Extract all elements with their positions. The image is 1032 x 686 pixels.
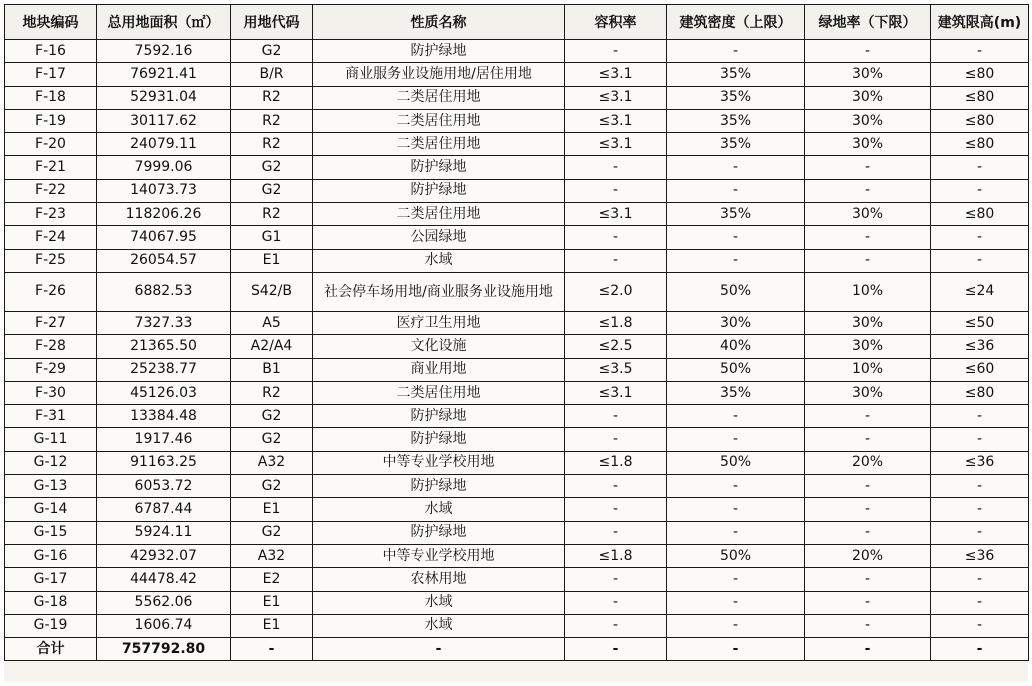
cell-land-code: B1 bbox=[231, 358, 313, 381]
cell-density: 35% bbox=[667, 381, 805, 404]
cell-parcel-code: F-25 bbox=[5, 249, 97, 272]
cell-height-limit: - bbox=[931, 614, 1029, 637]
cell-height-limit: ≤80 bbox=[931, 133, 1029, 156]
cell-parcel-code: G-11 bbox=[5, 428, 97, 451]
cell-far: ≤3.1 bbox=[565, 63, 667, 86]
header-land-code: 用地代码 bbox=[231, 5, 313, 40]
cell-height-limit: - bbox=[931, 568, 1029, 591]
cell-use-name: 防护绿地 bbox=[313, 156, 565, 179]
cell-parcel-code: G-17 bbox=[5, 568, 97, 591]
cell-land-code: G2 bbox=[231, 521, 313, 544]
cell-height-limit: ≤60 bbox=[931, 358, 1029, 381]
cell-land-code: R2 bbox=[231, 133, 313, 156]
cell-far: - bbox=[565, 568, 667, 591]
cell-parcel-code: F-28 bbox=[5, 335, 97, 358]
cell-density: - bbox=[667, 249, 805, 272]
table-row bbox=[5, 133, 1029, 156]
table-row bbox=[5, 179, 1029, 202]
cell-far: ≤1.8 bbox=[565, 544, 667, 567]
cell-use-name: 防护绿地 bbox=[313, 428, 565, 451]
cell-height-limit: - bbox=[931, 226, 1029, 249]
table-row bbox=[5, 475, 1029, 498]
cell-density: - bbox=[667, 498, 805, 521]
cell-far: - bbox=[565, 405, 667, 428]
cell-density: - bbox=[667, 614, 805, 637]
cell-land-code: G2 bbox=[231, 179, 313, 202]
cell-parcel-code: F-16 bbox=[5, 40, 97, 63]
cell-density: - bbox=[667, 475, 805, 498]
header-parcel-code: 地块编码 bbox=[5, 5, 97, 40]
cell-land-code: G2 bbox=[231, 428, 313, 451]
cell-height-limit: ≤24 bbox=[931, 272, 1029, 311]
table-row bbox=[5, 86, 1029, 109]
land-use-table bbox=[4, 4, 1029, 661]
cell-height-limit: - bbox=[931, 156, 1029, 179]
cell-green-ratio: 30% bbox=[805, 311, 931, 334]
cell-density: - bbox=[667, 638, 805, 661]
cell-height-limit: ≤50 bbox=[931, 311, 1029, 334]
cell-far: - bbox=[565, 638, 667, 661]
cell-far: ≤3.1 bbox=[565, 109, 667, 132]
cell-use-name: 水域 bbox=[313, 498, 565, 521]
cell-far: - bbox=[565, 521, 667, 544]
cell-total-area: 24079.11 bbox=[97, 133, 231, 156]
cell-far: ≤1.8 bbox=[565, 311, 667, 334]
table-row bbox=[5, 568, 1029, 591]
cell-far: ≤2.0 bbox=[565, 272, 667, 311]
cell-total-area: 757792.80 bbox=[97, 638, 231, 661]
cell-use-name: 文化设施 bbox=[313, 335, 565, 358]
cell-green-ratio: 30% bbox=[805, 86, 931, 109]
cell-parcel-code: F-27 bbox=[5, 311, 97, 334]
cell-parcel-code: F-22 bbox=[5, 179, 97, 202]
table-row bbox=[5, 614, 1029, 637]
cell-parcel-code: F-26 bbox=[5, 272, 97, 311]
cell-density: - bbox=[667, 179, 805, 202]
cell-total-area: 30117.62 bbox=[97, 109, 231, 132]
cell-density: 35% bbox=[667, 109, 805, 132]
cell-green-ratio: 30% bbox=[805, 133, 931, 156]
cell-green-ratio: - bbox=[805, 475, 931, 498]
cell-parcel-code: F-21 bbox=[5, 156, 97, 179]
cell-height-limit: ≤80 bbox=[931, 203, 1029, 226]
cell-total-area: 74067.95 bbox=[97, 226, 231, 249]
cell-green-ratio: - bbox=[805, 428, 931, 451]
cell-far: ≤1.8 bbox=[565, 451, 667, 474]
cell-far: - bbox=[565, 249, 667, 272]
cell-far: - bbox=[565, 591, 667, 614]
table-row bbox=[5, 156, 1029, 179]
cell-height-limit: ≤36 bbox=[931, 335, 1029, 358]
cell-land-code: R2 bbox=[231, 381, 313, 404]
table-row bbox=[5, 381, 1029, 404]
cell-parcel-code: G-16 bbox=[5, 544, 97, 567]
cell-parcel-code: F-23 bbox=[5, 203, 97, 226]
cell-density: - bbox=[667, 568, 805, 591]
cell-total-area: 6787.44 bbox=[97, 498, 231, 521]
cell-parcel-code: G-18 bbox=[5, 591, 97, 614]
cell-green-ratio: - bbox=[805, 591, 931, 614]
cell-parcel-code: G-12 bbox=[5, 451, 97, 474]
table-row bbox=[5, 498, 1029, 521]
land-use-table-sheet bbox=[4, 4, 1028, 682]
header-density: 建筑密度（上限） bbox=[667, 5, 805, 40]
cell-density: 35% bbox=[667, 133, 805, 156]
cell-density: - bbox=[667, 405, 805, 428]
table-header-row bbox=[5, 5, 1029, 40]
cell-height-limit: - bbox=[931, 40, 1029, 63]
table-row bbox=[5, 405, 1029, 428]
cell-land-code: B/R bbox=[231, 63, 313, 86]
cell-green-ratio: - bbox=[805, 521, 931, 544]
cell-total-area: 5924.11 bbox=[97, 521, 231, 544]
cell-land-code: G2 bbox=[231, 475, 313, 498]
cell-height-limit: - bbox=[931, 428, 1029, 451]
cell-height-limit: - bbox=[931, 405, 1029, 428]
cell-use-name: 医疗卫生用地 bbox=[313, 311, 565, 334]
cell-height-limit: ≤80 bbox=[931, 381, 1029, 404]
table-row bbox=[5, 109, 1029, 132]
cell-land-code: G2 bbox=[231, 156, 313, 179]
cell-land-code: - bbox=[231, 638, 313, 661]
cell-use-name: 防护绿地 bbox=[313, 179, 565, 202]
cell-total-area: 7327.33 bbox=[97, 311, 231, 334]
cell-density: - bbox=[667, 521, 805, 544]
cell-far: - bbox=[565, 498, 667, 521]
cell-use-name: 水域 bbox=[313, 614, 565, 637]
cell-far: - bbox=[565, 226, 667, 249]
cell-green-ratio: - bbox=[805, 226, 931, 249]
table-row bbox=[5, 249, 1029, 272]
cell-green-ratio: - bbox=[805, 405, 931, 428]
cell-height-limit: - bbox=[931, 638, 1029, 661]
cell-total-area: 44478.42 bbox=[97, 568, 231, 591]
cell-total-area: 42932.07 bbox=[97, 544, 231, 567]
table-row bbox=[5, 311, 1029, 334]
cell-height-limit: ≤36 bbox=[931, 544, 1029, 567]
header-total-area: 总用地面积（㎡） bbox=[97, 5, 231, 40]
cell-total-area: 21365.50 bbox=[97, 335, 231, 358]
cell-far: ≤2.5 bbox=[565, 335, 667, 358]
header-green-ratio: 绿地率（下限） bbox=[805, 5, 931, 40]
header-far: 容积率 bbox=[565, 5, 667, 40]
cell-total-area: 7999.06 bbox=[97, 156, 231, 179]
cell-far: - bbox=[565, 428, 667, 451]
cell-green-ratio: 20% bbox=[805, 451, 931, 474]
table-total-row bbox=[5, 638, 1029, 661]
cell-total-area: 118206.26 bbox=[97, 203, 231, 226]
cell-use-name: 防护绿地 bbox=[313, 405, 565, 428]
cell-density: 35% bbox=[667, 86, 805, 109]
cell-land-code: A32 bbox=[231, 451, 313, 474]
cell-use-name: 二类居住用地 bbox=[313, 86, 565, 109]
cell-density: - bbox=[667, 428, 805, 451]
cell-total-area: 91163.25 bbox=[97, 451, 231, 474]
table-row bbox=[5, 226, 1029, 249]
cell-use-name: 水域 bbox=[313, 591, 565, 614]
cell-density: - bbox=[667, 226, 805, 249]
table-row bbox=[5, 451, 1029, 474]
cell-density: 50% bbox=[667, 358, 805, 381]
cell-density: 40% bbox=[667, 335, 805, 358]
cell-land-code: E1 bbox=[231, 591, 313, 614]
cell-parcel-code: F-31 bbox=[5, 405, 97, 428]
cell-use-name: 公园绿地 bbox=[313, 226, 565, 249]
cell-height-limit: - bbox=[931, 498, 1029, 521]
cell-green-ratio: - bbox=[805, 614, 931, 637]
cell-parcel-code: G-14 bbox=[5, 498, 97, 521]
cell-land-code: E1 bbox=[231, 614, 313, 637]
cell-density: 50% bbox=[667, 544, 805, 567]
cell-land-code: E1 bbox=[231, 249, 313, 272]
cell-density: - bbox=[667, 40, 805, 63]
cell-land-code: G2 bbox=[231, 405, 313, 428]
cell-density: 35% bbox=[667, 203, 805, 226]
cell-total-area: 26054.57 bbox=[97, 249, 231, 272]
header-height-limit: 建筑限高(m) bbox=[931, 5, 1029, 40]
cell-parcel-code: F-19 bbox=[5, 109, 97, 132]
cell-use-name: 二类居住用地 bbox=[313, 133, 565, 156]
cell-green-ratio: 30% bbox=[805, 109, 931, 132]
cell-parcel-code: F-24 bbox=[5, 226, 97, 249]
cell-use-name: 水域 bbox=[313, 249, 565, 272]
cell-height-limit: - bbox=[931, 179, 1029, 202]
cell-parcel-code: G-13 bbox=[5, 475, 97, 498]
cell-use-name: 二类居住用地 bbox=[313, 109, 565, 132]
cell-density: 50% bbox=[667, 451, 805, 474]
cell-total-area: 7592.16 bbox=[97, 40, 231, 63]
cell-green-ratio: 30% bbox=[805, 381, 931, 404]
cell-height-limit: ≤80 bbox=[931, 109, 1029, 132]
cell-parcel-code: F-20 bbox=[5, 133, 97, 156]
cell-height-limit: - bbox=[931, 591, 1029, 614]
cell-far: ≤3.1 bbox=[565, 86, 667, 109]
cell-land-code: A5 bbox=[231, 311, 313, 334]
cell-use-name: - bbox=[313, 638, 565, 661]
cell-far: - bbox=[565, 40, 667, 63]
table-row bbox=[5, 40, 1029, 63]
table-row bbox=[5, 272, 1029, 311]
cell-parcel-code: F-18 bbox=[5, 86, 97, 109]
header-use-name: 性质名称 bbox=[313, 5, 565, 40]
cell-total-area: 76921.41 bbox=[97, 63, 231, 86]
cell-height-limit: ≤80 bbox=[931, 86, 1029, 109]
cell-green-ratio: - bbox=[805, 249, 931, 272]
cell-land-code: S42/B bbox=[231, 272, 313, 311]
cell-total-area: 45126.03 bbox=[97, 381, 231, 404]
cell-land-code: E2 bbox=[231, 568, 313, 591]
cell-land-code: R2 bbox=[231, 203, 313, 226]
cell-density: 30% bbox=[667, 311, 805, 334]
cell-green-ratio: - bbox=[805, 568, 931, 591]
cell-height-limit: - bbox=[931, 475, 1029, 498]
cell-green-ratio: 30% bbox=[805, 203, 931, 226]
table-row bbox=[5, 428, 1029, 451]
cell-use-name: 二类居住用地 bbox=[313, 381, 565, 404]
cell-land-code: A32 bbox=[231, 544, 313, 567]
cell-use-name: 商业服务业设施用地/居住用地 bbox=[313, 63, 565, 86]
cell-green-ratio: 30% bbox=[805, 335, 931, 358]
cell-total-area: 14073.73 bbox=[97, 179, 231, 202]
cell-use-name: 商业用地 bbox=[313, 358, 565, 381]
cell-total-area: 6882.53 bbox=[97, 272, 231, 311]
cell-use-name: 社会停车场用地/商业服务业设施用地 bbox=[313, 272, 565, 311]
cell-land-code: R2 bbox=[231, 109, 313, 132]
table-row bbox=[5, 591, 1029, 614]
cell-use-name: 中等专业学校用地 bbox=[313, 544, 565, 567]
cell-green-ratio: - bbox=[805, 638, 931, 661]
cell-total-area: 1917.46 bbox=[97, 428, 231, 451]
cell-height-limit: ≤80 bbox=[931, 63, 1029, 86]
cell-use-name: 二类居住用地 bbox=[313, 203, 565, 226]
cell-far: - bbox=[565, 179, 667, 202]
cell-far: - bbox=[565, 156, 667, 179]
cell-density: - bbox=[667, 156, 805, 179]
cell-land-code: G2 bbox=[231, 40, 313, 63]
cell-parcel-code: 合计 bbox=[5, 638, 97, 661]
cell-height-limit: ≤36 bbox=[931, 451, 1029, 474]
table-row bbox=[5, 63, 1029, 86]
cell-far: ≤3.1 bbox=[565, 381, 667, 404]
cell-parcel-code: G-15 bbox=[5, 521, 97, 544]
table-row bbox=[5, 203, 1029, 226]
cell-far: - bbox=[565, 614, 667, 637]
cell-green-ratio: 10% bbox=[805, 358, 931, 381]
cell-land-code: E1 bbox=[231, 498, 313, 521]
cell-use-name: 防护绿地 bbox=[313, 521, 565, 544]
table-body bbox=[5, 40, 1029, 661]
cell-parcel-code: F-30 bbox=[5, 381, 97, 404]
cell-far: ≤3.5 bbox=[565, 358, 667, 381]
cell-total-area: 52931.04 bbox=[97, 86, 231, 109]
cell-total-area: 25238.77 bbox=[97, 358, 231, 381]
table-row bbox=[5, 358, 1029, 381]
cell-land-code: R2 bbox=[231, 86, 313, 109]
cell-use-name: 防护绿地 bbox=[313, 40, 565, 63]
cell-total-area: 5562.06 bbox=[97, 591, 231, 614]
table-row bbox=[5, 335, 1029, 358]
cell-parcel-code: F-29 bbox=[5, 358, 97, 381]
cell-height-limit: - bbox=[931, 249, 1029, 272]
cell-land-code: G1 bbox=[231, 226, 313, 249]
cell-land-code: A2/A4 bbox=[231, 335, 313, 358]
cell-parcel-code: F-17 bbox=[5, 63, 97, 86]
cell-parcel-code: G-19 bbox=[5, 614, 97, 637]
cell-green-ratio: 10% bbox=[805, 272, 931, 311]
cell-use-name: 防护绿地 bbox=[313, 475, 565, 498]
cell-density: 50% bbox=[667, 272, 805, 311]
table-row bbox=[5, 521, 1029, 544]
cell-total-area: 1606.74 bbox=[97, 614, 231, 637]
cell-green-ratio: 20% bbox=[805, 544, 931, 567]
cell-green-ratio: - bbox=[805, 179, 931, 202]
cell-total-area: 6053.72 bbox=[97, 475, 231, 498]
cell-green-ratio: 30% bbox=[805, 63, 931, 86]
cell-total-area: 13384.48 bbox=[97, 405, 231, 428]
cell-far: ≤3.1 bbox=[565, 203, 667, 226]
cell-height-limit: - bbox=[931, 521, 1029, 544]
cell-green-ratio: - bbox=[805, 156, 931, 179]
cell-density: - bbox=[667, 591, 805, 614]
cell-density: 35% bbox=[667, 63, 805, 86]
table-row bbox=[5, 544, 1029, 567]
cell-use-name: 中等专业学校用地 bbox=[313, 451, 565, 474]
cell-green-ratio: - bbox=[805, 40, 931, 63]
cell-far: ≤3.1 bbox=[565, 133, 667, 156]
cell-green-ratio: - bbox=[805, 498, 931, 521]
cell-use-name: 农林用地 bbox=[313, 568, 565, 591]
cell-far: - bbox=[565, 475, 667, 498]
